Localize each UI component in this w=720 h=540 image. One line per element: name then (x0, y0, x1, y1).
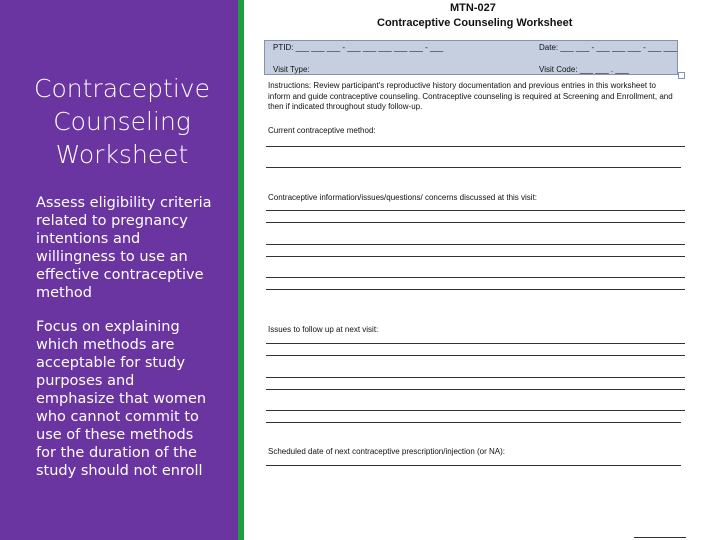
question-next-prescription: Scheduled date of next contraceptive prescription/injection (or NA): (268, 447, 506, 456)
worksheet-title: Contraceptive Counseling Worksheet (377, 17, 573, 29)
ptid-field: PTID: ___ ___ ___ - ___ ___ ___ ___ ___ - ___ (273, 43, 444, 52)
answer-line (266, 222, 685, 223)
question-current-method: Current contraceptive method: (268, 126, 376, 135)
focus-paragraph: Focus on explaining which methods are acceptable for study purposes and emphasize that women who cannot commit to use of these methods for the duration of the study should not enroll (36, 319, 207, 479)
answer-line (266, 377, 685, 378)
answer-line (266, 343, 685, 344)
answer-line (266, 289, 685, 290)
page-edge-line (634, 537, 686, 538)
visit-type-field: Visit Type: (273, 65, 310, 74)
answer-line (266, 422, 681, 423)
box-corner-mark (678, 72, 685, 79)
slide-title: Contraceptive Counseling Worksheet (34, 74, 210, 169)
answer-line (266, 465, 681, 466)
visit-code-field: Visit Code: ___ ___ . ___ (539, 65, 629, 74)
instructions: Instructions: Review participant's reproductive history documentation and previous entries in this worksheet to inform and guide contraceptive counseling. Contraceptive counseling is required at Screening and Enrollment, and then if indicated throughout study follow-up. (268, 81, 673, 111)
answer-line (266, 167, 681, 168)
answer-line (266, 355, 685, 356)
question-follow-up: Issues to follow up at next visit: (268, 325, 379, 334)
answer-line (266, 244, 685, 245)
left-panel (0, 0, 238, 540)
answer-line (266, 146, 685, 147)
question-issues-discussed: Contraceptive information/issues/questions/ concerns discussed at this visit: (268, 193, 538, 202)
answer-line (266, 410, 685, 411)
worksheet-image (244, 0, 720, 540)
answer-line (266, 256, 685, 257)
answer-line (266, 389, 685, 390)
answer-line (266, 210, 685, 211)
participant-info-box (264, 40, 678, 75)
worksheet-code: MTN-027 (450, 2, 496, 14)
date-field: Date: ___ ___ - ___ ___ ___ - ___ ___ (539, 43, 677, 52)
answer-line (266, 277, 685, 278)
eligibility-paragraph: Assess eligibility criteria related to pregnancy intentions and willingness to use an effective contraceptive method (36, 195, 212, 301)
